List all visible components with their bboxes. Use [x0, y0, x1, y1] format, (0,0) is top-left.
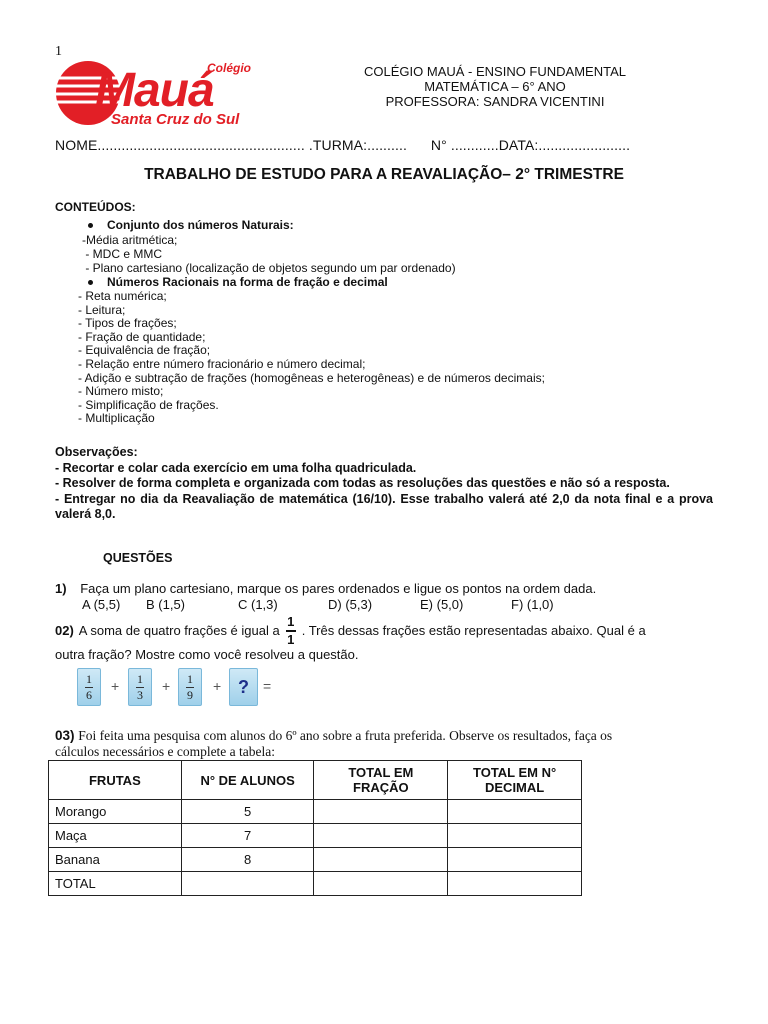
- table-row: [49, 800, 582, 824]
- contents-group2-list: [78, 290, 545, 426]
- column-header: N° DE ALUNOS: [181, 761, 314, 800]
- column-header: TOTAL EM N° DECIMAL: [448, 761, 582, 800]
- fruit-cell: Maça: [49, 824, 182, 848]
- school-name: COLÉGIO MAUÁ - ENSINO FUNDAMENTAL: [364, 64, 626, 79]
- decimal-cell[interactable]: [448, 848, 582, 872]
- fraction-cell[interactable]: [314, 800, 448, 824]
- bullet-icon: [88, 280, 93, 285]
- question-3: [55, 728, 612, 744]
- fraction-card: [77, 668, 101, 706]
- svg-text:Colégio: Colégio: [207, 61, 251, 75]
- list-item: - Adição e subtração de frações (homogêneas e heterogêneas) e de números decimais;: [78, 370, 545, 385]
- ordered-pair: D) (5,3): [328, 597, 373, 612]
- ordered-pair: B (1,5): [146, 597, 186, 612]
- table-row: [49, 824, 582, 848]
- count-cell: 8: [181, 848, 314, 872]
- fraction-cell[interactable]: [314, 848, 448, 872]
- fraction-cell[interactable]: [314, 824, 448, 848]
- list-item: - Multiplicação: [78, 411, 155, 426]
- page-number: 1: [55, 44, 62, 59]
- fruit-cell: TOTAL: [49, 872, 182, 896]
- count-cell: 5: [181, 800, 314, 824]
- contents-group1-list: [82, 233, 456, 275]
- contents-group-naturals: [88, 218, 294, 232]
- group-title: Conjunto dos números Naturais:: [107, 218, 294, 232]
- question-2: [55, 615, 715, 647]
- list-item: - Reta numérica;: [78, 289, 167, 303]
- decimal-cell[interactable]: [448, 824, 582, 848]
- ordered-pair: E) (5,0): [420, 597, 464, 612]
- teacher-name: PROFESSORA: SANDRA VICENTINI: [385, 94, 605, 109]
- fraction-card: [178, 668, 202, 706]
- list-item: - Fração de quantidade;: [78, 329, 206, 344]
- question-number: 03): [55, 728, 75, 743]
- document-title: TRABALHO DE ESTUDO PARA A REAVALIAÇÃO– 2° TRIMESTRE: [144, 166, 624, 183]
- list-item: - Equivalência de fração;: [78, 343, 211, 358]
- logo-graphic: [55, 58, 300, 128]
- svg-text:Santa Cruz do Sul: Santa Cruz do Sul: [111, 111, 240, 128]
- question-1: [55, 581, 596, 596]
- observations: [55, 445, 713, 523]
- column-header: TOTAL EM FRAÇÃO: [314, 761, 448, 800]
- list-item: - Relação entre número fracionário e número decimal;: [78, 356, 366, 371]
- list-item: - MDC e MMC: [82, 247, 162, 261]
- plus-sign: +: [162, 678, 171, 694]
- school-logo: [55, 58, 300, 128]
- ordered-pair: A (5,5): [82, 597, 121, 612]
- list-item: - Número misto;: [78, 384, 164, 399]
- table-header-row: [49, 761, 582, 800]
- table-row: [49, 848, 582, 872]
- equals-sign: =: [263, 678, 272, 694]
- bullet-icon: [88, 223, 93, 228]
- observations-heading: Observações:: [55, 445, 138, 459]
- column-header: FRUTAS: [49, 761, 182, 800]
- ordered-pair: F) (1,0): [511, 597, 554, 612]
- subject-grade: MATEMÁTICA – 6° ANO: [424, 79, 566, 94]
- card-denominator: 6: [86, 687, 92, 702]
- count-cell: 7: [181, 824, 314, 848]
- svg-text:Mauá: Mauá: [95, 64, 214, 117]
- ordered-pair: C (1,3): [238, 597, 278, 612]
- question-3-continued: cálculos necessários e complete a tabela:: [55, 744, 276, 759]
- decimal-cell[interactable]: [448, 872, 582, 896]
- observation-item: - Recortar e colar cada exercício em uma folha quadriculada.: [55, 460, 417, 475]
- question-text: Faça um plano cartesiano, marque os pares ordenados e ligue os pontos na ordem dada.: [80, 581, 597, 596]
- observation-item: - Resolver de forma completa e organizada com todas as resoluções das questões e não só a resposta.: [55, 476, 670, 490]
- student-info-line[interactable]: NOME.................................................... .TURMA:.......... N° ............DATA:.......................: [55, 137, 631, 153]
- question-mark-icon: ?: [238, 676, 249, 697]
- questions-heading: QUESTÕES: [103, 551, 173, 565]
- question-2-continued: outra fração? Mostre como você resolveu a questão.: [55, 647, 359, 662]
- group-title: Números Racionais na forma de fração e decimal: [107, 275, 388, 289]
- unknown-fraction-card: [229, 668, 258, 706]
- card-numerator: 1: [137, 671, 143, 686]
- table-row: [49, 872, 582, 896]
- card-denominator: 3: [137, 687, 143, 702]
- card-numerator: 1: [86, 671, 92, 686]
- count-cell[interactable]: [181, 872, 314, 896]
- question-text: . Três dessas frações estão representadas abaixo. Qual é a: [301, 623, 646, 639]
- question-number: 02): [55, 623, 74, 639]
- question-text: A soma de quatro frações é igual a: [78, 623, 280, 639]
- card-denominator: 9: [187, 687, 193, 702]
- list-item: - Tipos de frações;: [78, 316, 177, 331]
- fraction-denominator: 1: [287, 631, 295, 647]
- fraction-numerator: 1: [287, 614, 295, 629]
- fraction-cell[interactable]: [314, 872, 448, 896]
- question-text: Foi feita uma pesquisa com alunos do 6º ano sobre a fruta preferida. Observe os resultados, faça os: [78, 728, 613, 743]
- contents-heading: CONTEÚDOS:: [55, 200, 136, 214]
- list-item: -Média aritmética;: [82, 233, 178, 247]
- decimal-cell[interactable]: [448, 800, 582, 824]
- fraction-one: [286, 615, 296, 647]
- plus-sign: +: [213, 678, 222, 694]
- observation-item: - Entregar no dia da Reavaliação de matemática (16/10). Esse trabalho valerá até 2,0 da nota final e a prova valerá 8,0.: [55, 491, 713, 521]
- list-item: - Leitura;: [78, 302, 126, 317]
- list-item: - Plano cartesiano (localização de objetos segundo um par ordenado): [82, 261, 456, 275]
- card-numerator: 1: [187, 671, 193, 686]
- list-item: - Simplificação de frações.: [78, 397, 219, 412]
- question-number: 1): [55, 581, 67, 596]
- contents-group-rationals: [88, 275, 388, 289]
- fruit-cell: Morango: [49, 800, 182, 824]
- fruit-survey-table: [48, 760, 582, 896]
- plus-sign: +: [111, 678, 120, 694]
- fruit-cell: Banana: [49, 848, 182, 872]
- fraction-card: [128, 668, 152, 706]
